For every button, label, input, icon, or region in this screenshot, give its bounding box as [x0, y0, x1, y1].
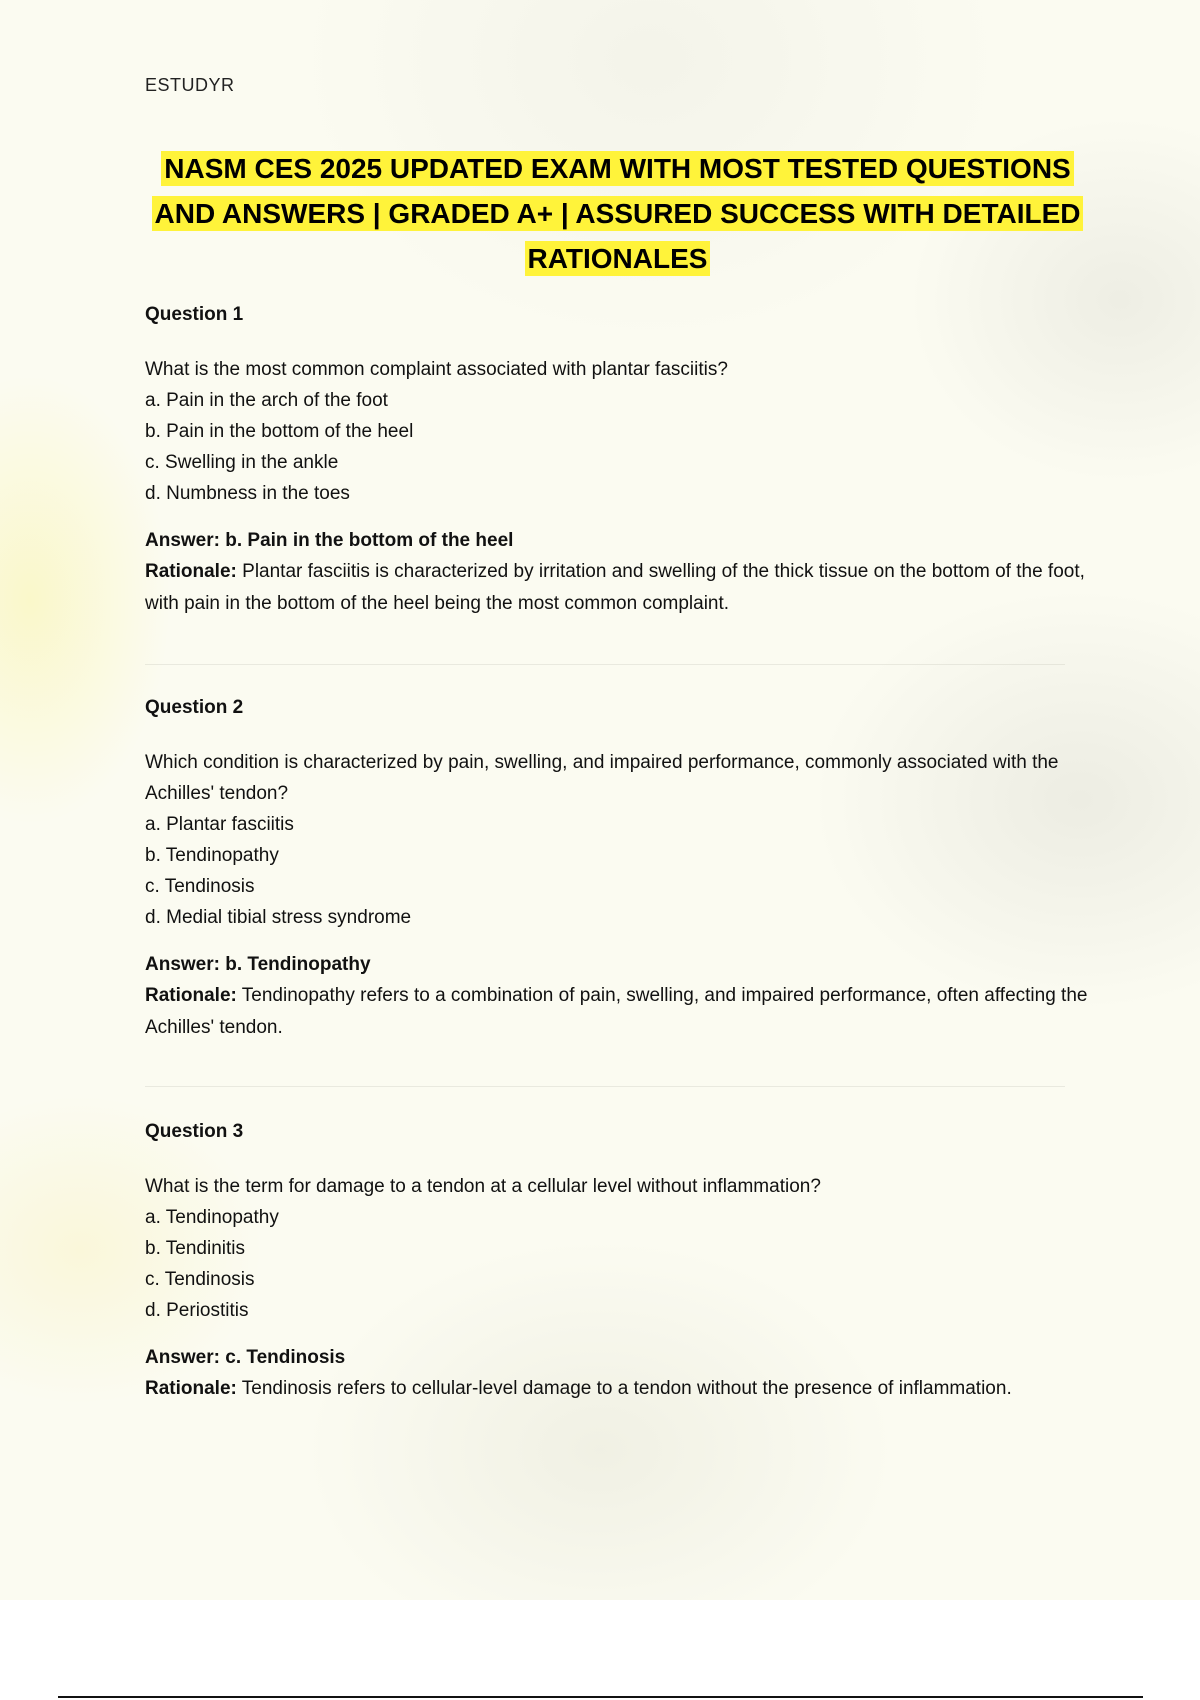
- question-block-2: [145, 695, 1090, 1044]
- answer-option-c: c. Swelling in the ankle: [145, 452, 339, 473]
- rationale: [145, 980, 1090, 1044]
- rationale: [145, 1373, 1090, 1405]
- answer-option-a: a. Plantar fasciitis: [145, 814, 294, 835]
- question-block-3: [145, 1119, 1090, 1405]
- rationale-prefix: Rationale:: [145, 1378, 237, 1399]
- title-line-3: RATIONALES: [525, 241, 711, 276]
- answer-option-d: d. Periostitis: [145, 1300, 249, 1321]
- answer-prefix: Answer:: [145, 530, 220, 551]
- answer-option-d: d. Medial tibial stress syndrome: [145, 907, 412, 928]
- rationale-text: Plantar fasciitis is characterized by irritation and swelling of the thick tissue on the bottom of the foot, with pain in the bottom of the heel being the most common complaint.: [145, 561, 1085, 614]
- question-label: Question 2: [145, 697, 244, 718]
- brand-name: ESTUDYR: [145, 75, 235, 95]
- title-line-2: AND ANSWERS | GRADED A+ | ASSURED SUCCESS WITH DETAILED: [152, 196, 1084, 231]
- question-label: Question 3: [145, 1121, 244, 1142]
- correct-answer: [145, 525, 1090, 556]
- question-text: What is the term for damage to a tendon at a cellular level without inflammation?: [145, 1176, 821, 1197]
- answer-value: b. Pain in the bottom of the heel: [225, 530, 514, 551]
- question-text: Which condition is characterized by pain, swelling, and impaired performance, commonly associated with the Achilles' tendon?: [145, 752, 1059, 804]
- answer-option-b: b. Tendinitis: [145, 1238, 245, 1259]
- question-label: Question 1: [145, 304, 244, 325]
- question-block-1: [145, 302, 1090, 620]
- rationale-text: Tendinopathy refers to a combination of pain, swelling, and impaired performance, often affecting the Achilles' tendon.: [145, 985, 1088, 1038]
- answer-prefix: Answer:: [145, 1347, 220, 1368]
- answer-option-d: d. Numbness in the toes: [145, 483, 350, 504]
- correct-answer: [145, 949, 1090, 980]
- correct-answer: [145, 1342, 1090, 1373]
- question-text: What is the most common complaint associated with plantar fasciitis?: [145, 359, 728, 380]
- rationale-text: Tendinosis refers to cellular-level damage to a tendon without the presence of inflammation.: [241, 1378, 1012, 1399]
- answer-option-b: b. Tendinopathy: [145, 845, 279, 866]
- document-title: [145, 146, 1090, 281]
- answer-value: c. Tendinosis: [225, 1347, 346, 1368]
- page-bottom-margin: [0, 1600, 1200, 1700]
- section-divider: [145, 1086, 1065, 1087]
- answer-option-c: c. Tendinosis: [145, 1269, 255, 1290]
- answer-option-c: c. Tendinosis: [145, 876, 255, 897]
- answer-option-a: a. Tendinopathy: [145, 1207, 279, 1228]
- answer-option-a: a. Pain in the arch of the foot: [145, 390, 388, 411]
- answer-prefix: Answer:: [145, 954, 220, 975]
- section-divider: [145, 664, 1065, 665]
- footer-rule: [58, 1696, 1143, 1698]
- rationale: [145, 556, 1090, 620]
- title-line-1: NASM CES 2025 UPDATED EXAM WITH MOST TESTED QUESTIONS: [161, 151, 1073, 186]
- rationale-prefix: Rationale:: [145, 561, 237, 582]
- answer-option-b: b. Pain in the bottom of the heel: [145, 421, 414, 442]
- answer-value: b. Tendinopathy: [225, 954, 371, 975]
- rationale-prefix: Rationale:: [145, 985, 237, 1006]
